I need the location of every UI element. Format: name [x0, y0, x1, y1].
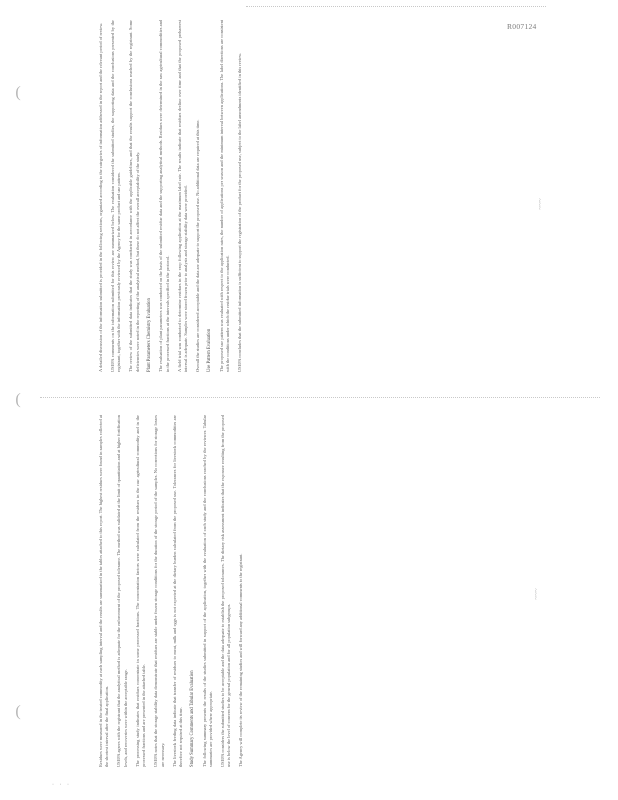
paragraph: USEPA comments on the information submitted for this review are summarized below. The evaluation considered the submitted studies, the supporting data and the conclusions presented by the registrant, together with the information previously reviewed by the Agency for the same product and use pattern. [110, 20, 122, 372]
paragraph: The proposed use pattern was evaluated with respect to the application rates, the number of applications per season and the minimum interval between applications. The label directions are consistent with the conditions under which the residue trials were conducted. [218, 20, 231, 372]
paragraph: USEPA agrees with the registrant that the analytical method is adequate for the enforcement of the proposed tolerance. The method was validated at the limit of quantitation and at higher fortification levels, and recoveries were within the acceptable range. [116, 415, 128, 767]
paragraph: The following summary presents the results of the studies submitted in support of the application, together with the evaluation of each study and the conclusions reached by the reviewer. Tabular summaries are provided where appropriate. [201, 415, 214, 767]
corner-mark: · · · [52, 782, 71, 788]
text-column-top [98, 20, 249, 372]
paragraph: The review of the submitted data indicates that the study was conducted in accordance with the applicable guidelines, and that the results support the conclusions reached by the registrant. Some deficiencies were noted in the reporting of the analytical method, but these do not affect the overall acceptability of the study. [128, 20, 140, 372]
paragraph: The Agency will complete its review of the remaining studies and will forward any additional comments to the registrant. [238, 553, 244, 767]
paragraph: A field trial was conducted to determine residues in the crop following application at the maximum label rate. The results indicate that residues decline over time and that the proposed preharvest interval is adequate. Samples were stored frozen prior to analysis and storage stability data were provided. [176, 20, 189, 372]
paragraph: A detailed discussion of the information submitted is provided in the following sections, organized according to the categories of information addressed in the report and the relevant period of review. [98, 22, 103, 372]
binding-mark: ( [15, 703, 21, 720]
section-heading: Plant Parameters Chemistry Evaluation [146, 298, 152, 372]
paragraph: Overall the studies are considered acceptable and the data are adequate to support the proposed use. No additional data are required at this time. [195, 119, 201, 372]
paragraph: The processing study indicates that residues concentrate in some processed fractions. The concentration factors were calculated from the residues in the raw agricultural commodity and in the processed fractions and are presented in the attached table. [134, 415, 147, 767]
paragraph: USEPA notes that the storage stability data demonstrate that residues are stable under frozen storage conditions for the duration of the storage period of the samples. No corrections for storage losses are necessary. [153, 415, 165, 767]
paragraph: The evaluation of plant parameters was conducted on the basis of the submitted residue data and the supporting analytical methods. Residues were determined in the raw agricultural commodities and in the processed fractions at the intervals specified in the protocol. [158, 20, 170, 372]
paragraph: USEPA concludes that the submitted information is sufficient to support the registration of the product for the proposed use, subject to the label amendments identified in this review. [237, 52, 243, 372]
paragraph: Residues were measured in the treated commodity at each sampling interval and the results are summarized in the tables attached to this report. The highest residues were found in samples collected at the shortest interval after the final application. [98, 415, 110, 767]
margin-scribble: ~~~ [532, 588, 541, 600]
top-dotted-border [246, 6, 546, 17]
section-heading: Study Summary Comments and Tabular Evaluation [190, 670, 196, 767]
binding-mark: ( [15, 391, 21, 408]
section-heading: Use Pattern Evaluation [207, 328, 213, 372]
binding-mark: ( [15, 84, 21, 101]
text-column-bottom [98, 415, 250, 767]
page-id-label: R007124 [507, 22, 537, 31]
margin-scribble: ~~~ [536, 198, 545, 210]
paragraph: The livestock feeding data indicate that transfer of residues to meat, milk and eggs is not expected at the dietary burden calculated from the proposed use. Tolerances for livestock commodities are therefore not required at this time. [171, 415, 184, 767]
fold-divider [40, 397, 600, 398]
paragraph: USEPA considers the submitted studies to be acceptable and the data adequate to establish the proposed tolerances. The dietary risk assessment indicates that the exposure resulting from the proposed use is below the level of concern for the general population and for all population subgroups. [220, 415, 232, 767]
